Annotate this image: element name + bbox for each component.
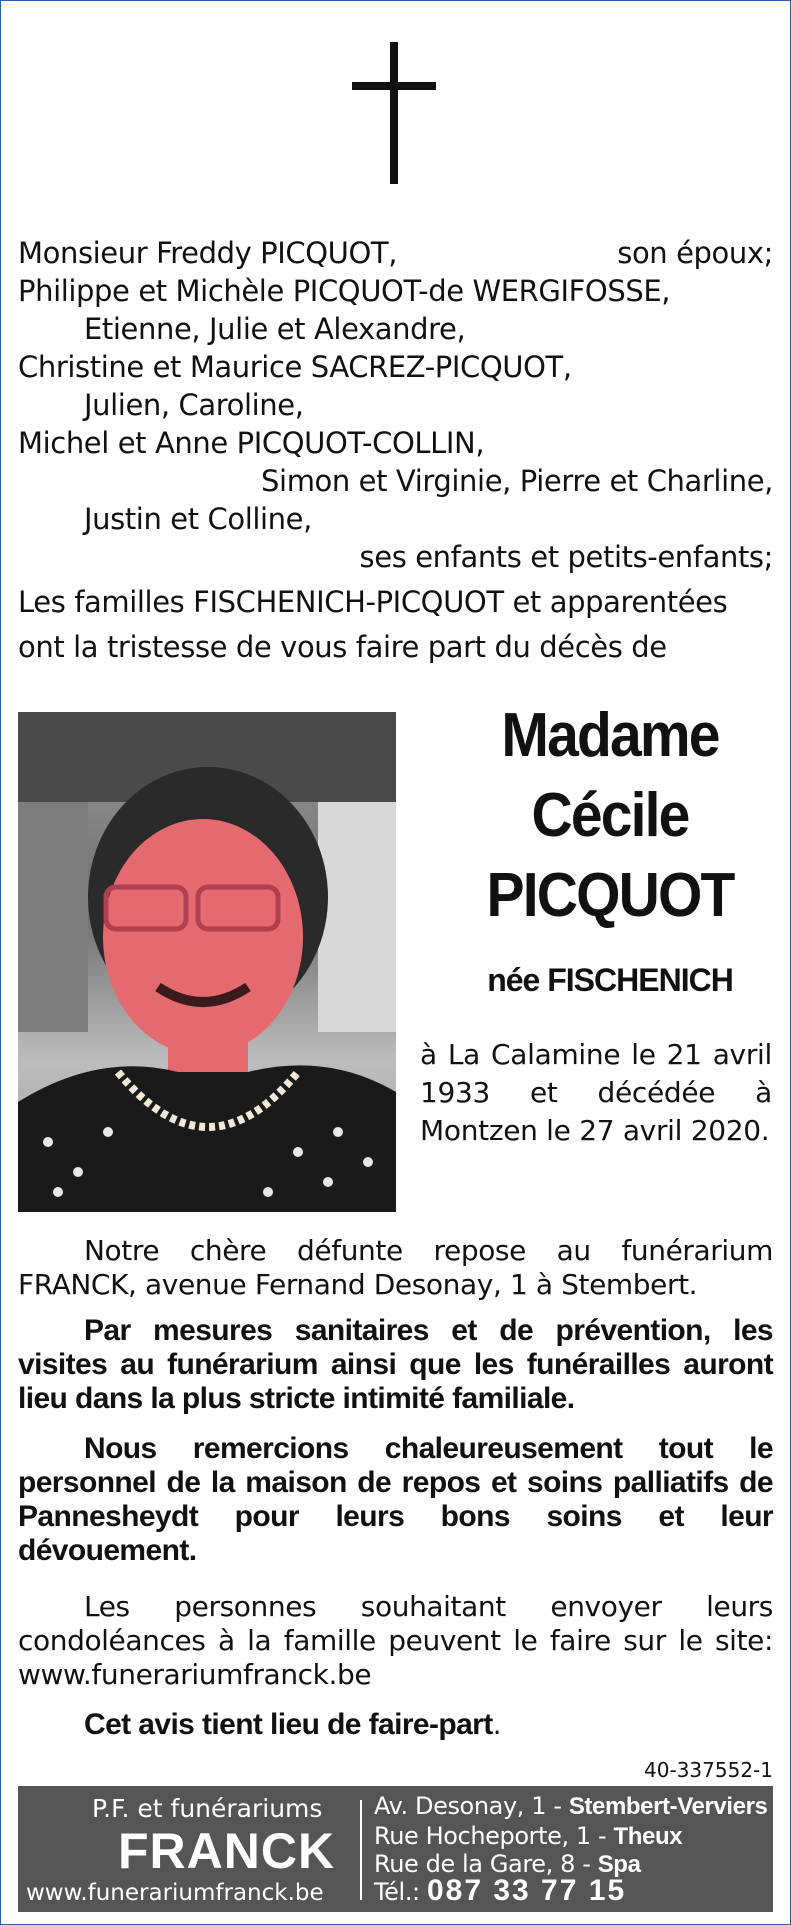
repose-notice [18,1234,773,1302]
funeral-home-banner [18,1786,773,1912]
family-line: Michel et Anne PICQUOT-COLLIN, [18,426,485,460]
family-line: Philippe et Michèle PICQUOT-de WERGIFOSSE, [18,274,671,308]
family-line: Justin et Colline, [84,502,312,536]
closing-period: . [492,1708,502,1741]
condolences-notice-text: Les personnes souhaitant envoyer leurs condoléances à la famille peuvent le faire sur le site: www.funerariumfranck.be [18,1590,773,1691]
address-stembert [374,1792,767,1821]
address-street: Av. Desonay, 1 - [374,1792,569,1820]
footer-brand: FRANCK [118,1823,336,1879]
husband-name: Monsieur Freddy PICQUOT, [18,236,398,270]
address-city: Stembert-Verviers [568,1793,768,1820]
reference-number: 40-337552-1 [644,1758,773,1782]
family-line: Les familles FISCHENICH-PICQUOT et apparentées [18,585,728,619]
husband-role: son époux; [617,236,773,270]
closing-notice [18,1708,773,1742]
address-theux [374,1822,682,1851]
family-line: Christine et Maurice SACREZ-PICQUOT, [18,350,572,384]
closing-notice-text: Cet avis tient lieu de faire-part [84,1708,493,1741]
address-street: Rue de la Gare, 8 - [374,1850,598,1878]
address-city: Theux [613,1823,683,1850]
sanitary-notice [18,1314,773,1416]
cross-icon [352,42,436,184]
thanks-notice-text: Nous remercions chaleureusement tout le personnel de la maison de repos et soins palliatifs de Pannesheydt pour leurs bons soins et leur dévouement. [18,1432,773,1567]
phone-number[interactable]: 087 33 77 15 [426,1874,627,1907]
phone-line [374,1874,626,1908]
deceased-last-name: PICQUOT [486,861,734,930]
family-line: Julien, Caroline, [84,388,304,422]
thanks-notice [18,1432,773,1568]
address-street: Rue Hocheporte, 1 - [374,1822,614,1850]
footer-divider [360,1800,362,1900]
phone-label: Tél.: [374,1878,427,1906]
footer-website[interactable]: www.funerariumfranck.be [26,1880,324,1906]
birth-death-dates: à La Calamine le 21 avril 1933 et décédée à Montzen le 27 avril 2020. [420,1038,772,1147]
family-line: ses enfants et petits-enfants; [359,540,773,574]
portrait-photo [18,712,396,1212]
family-line: Simon et Virginie, Pierre et Charline, [261,464,773,498]
repose-notice-text: Notre chère défunte repose au funérarium FRANCK, avenue Fernand Desonay, 1 à Stembert. [18,1234,773,1301]
deceased-title: Madame [501,701,719,770]
footer-tagline: P.F. et funérariums [92,1794,323,1823]
family-line: Etienne, Julie et Alexandre, [84,312,466,346]
sanitary-notice-text: Par mesures sanitaires et de prévention, les visites au funérarium ainsi que les funérailles auront lieu dans la plus stricte intimité familiale. [18,1314,773,1415]
condolences-notice [18,1590,773,1692]
deceased-first-name: Cécile [531,781,689,850]
announcement-line: ont la tristesse de vous faire part du décès de [18,630,667,664]
maiden-name: née FISCHENICH [487,962,733,998]
address-city: Spa [597,1851,641,1878]
